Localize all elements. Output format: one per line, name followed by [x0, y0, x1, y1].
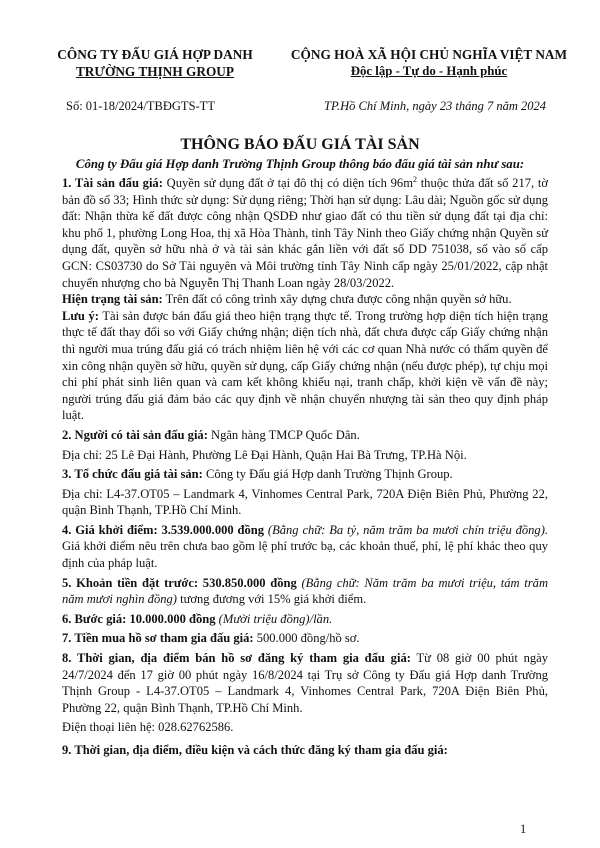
section-6-price-step: 6. Bước giá: 10.000.000 đồng (Mười triệu đồng)/lần.: [62, 611, 333, 626]
section-3-label: 3. Tổ chức đấu giá tài sản:: [62, 467, 203, 482]
section-2-owner: 2. Người có tài sản đấu giá: Ngân hàng TMCP Quốc Dân.: [62, 427, 360, 442]
section-7-document-fee: 7. Tiền mua hồ sơ tham gia đấu giá: 500.000 đồng/hồ sơ.: [62, 631, 360, 646]
document-subtitle: Công ty Đấu giá Hợp danh Trường Thịnh Group thông báo đấu giá tài sản như sau:: [75, 157, 525, 171]
document-number: Số: 01-18/2024/TBĐGTS-TT: [66, 99, 215, 113]
section-2-label: 2. Người có tài sản đấu giá:: [62, 427, 208, 442]
asset-note-label: Lưu ý:: [62, 308, 99, 323]
section-1-label: 1. Tài sản đấu giá:: [62, 176, 163, 190]
section-5-label: 5. Khoản tiền đặt trước: 530.850.000 đồng: [62, 575, 297, 590]
section-3-organizer: 3. Tổ chức đấu giá tài sản: Công ty Đấu giá Hợp danh Trường Thịnh Group.: [62, 467, 453, 482]
company-name-line2: TRƯỜNG THỊNH GROUP: [75, 64, 235, 79]
owner-address: Địa chỉ: 25 Lê Đại Hành, Phường Lê Đại Hành, Quận Hai Bà Trưng, TP.Hà Nội.: [62, 447, 467, 462]
section-9-registration: [62, 742, 548, 759]
asset-status-label: Hiện trạng tài sản:: [62, 292, 163, 307]
asset-status: Hiện trạng tài sản: Trên đất có công trình xây dựng chưa được công nhận quyền sở hữu.: [62, 292, 512, 307]
section-9-label: 9. Thời gian, địa điểm, điều kiện và cách thức đăng ký tham gia đấu giá:: [62, 743, 448, 757]
company-name: CÔNG TY ĐẤU GIÁ HỢP DANH: [57, 47, 253, 62]
contact-phone: Điện thoại liên hệ: 028.62762586.: [62, 720, 234, 735]
company-header: [50, 46, 260, 80]
asset-note: Lưu ý: Tài sản được bán đấu giá theo hiện trạng thực tế. Trong trường hợp diện tích hiện trạng thực tế đất thay đổi so với Giấy chứng nhận; diện tích nhà, đất chưa được cấp Giấy chứng nhận thì người mua trúng đấu giá có trách nhiệm liên hệ với các cơ quan Nhà nước có thẩm quyền để xin công nhận quyền sở hữu, quyền sử dụng, cấp Giấy chứng nhận (nếu được phép), tự chịu mọi chi phí phát sinh liên quan và cam kết không khiếu nại, tranh chấp, khởi kiện về vấn đề này; người trúng đấu giá đảm bảo các quy định về nhận chuyển nhượng tài sản theo quy định pháp luật.: [62, 308, 548, 423]
section-8-sale-period: 8. Thời gian, địa điểm bán hồ sơ đăng ký tham gia đấu giá: Từ 08 giờ 00 phút ngày 24/7/2024 đến 17 giờ 00 phút ngày 16/8/2024 tại Trụ sở Công ty Đấu giá Hợp danh Trường Thịnh Group - L4-37.OT05 – Landmark 4, Vinhomes Central Park, 720A Điện Biên Phủ, Phường 22, quận Bình Thạnh, TP.Hồ Chí Minh.: [62, 651, 548, 715]
section-5-deposit: 5. Khoản tiền đặt trước: 530.850.000 đồng (Bằng chữ: Năm trăm ba mươi triệu, tám trăm năm mươi nghìn đồng) tương đương với 15% giá khởi điểm.: [62, 575, 549, 607]
organizer-address: Địa chỉ: L4-37.OT05 – Landmark 4, Vinhomes Central Park, 720A Điện Biên Phủ, Phường 22, quận Bình Thạnh, TP.Hồ Chí Minh.: [62, 486, 548, 518]
section-4-label: 4. Giá khởi điểm: 3.539.000.000 đồng: [62, 522, 265, 537]
section-1-asset: 1. Tài sản đấu giá: Quyền sử dụng đất ở tại đô thị có diện tích $96m^2$ thuộc thửa đất số 217, tờ bản đồ số 33; Hình thức sử dụng: Sử dụng riêng; Thời hạn sử dụng: Lâu dài; Nguồn gốc sử dụng đất: Nhận thừa kế đất được công nhận QSDĐ như giao đất có thu tiền sử dụng đất tại địa chỉ: khu phố 1, phường Long Hoa, thị xã Hòa Thành, tỉnh Tây Ninh theo Giấy chứng nhận Quyền sử dụng đất, quyền sở hữu nhà ở và tài sản khác gắn liền với đất số DD 751038, số vào sổ cấp GCN: CS03730 do Sở Tài nguyên và Môi trường tỉnh Tây Ninh cấp ngày 25/01/2022, cập nhật chuyển nhượng cho bà Nguyễn Thị Thanh Loan ngày 28/03/2022.: [62, 174, 549, 290]
document-body: [62, 175, 548, 759]
section-8-label: 8. Thời gian, địa điểm bán hồ sơ đăng ký tham gia đấu giá:: [62, 651, 411, 666]
place-date: TP.Hồ Chí Minh, ngày 23 tháng 7 năm 2024: [324, 99, 546, 113]
document-title: THÔNG BÁO ĐẤU GIÁ TÀI SẢN: [180, 136, 420, 153]
page-number: 1: [520, 822, 527, 836]
country-name: CỘNG HOÀ XÃ HỘI CHỦ NGHĨA VIỆT NAM: [290, 47, 568, 62]
national-motto: Độc lập - Tự do - Hạnh phúc: [350, 64, 508, 78]
section-7-label: 7. Tiền mua hồ sơ tham gia đấu giá:: [62, 631, 254, 646]
national-header: [274, 46, 584, 80]
section-6-label: 6. Bước giá: 10.000.000 đồng: [62, 611, 216, 626]
section-4-starting-price: 4. Giá khởi điểm: 3.539.000.000 đồng (Bằng chữ: Ba tỷ, năm trăm ba mươi chín triệu đồng). Giá khởi điểm nêu trên chưa bao gồm lệ phí trước bạ, các khoản thuế, phí, lệ phí khác theo quy định của pháp luật.: [62, 522, 549, 571]
